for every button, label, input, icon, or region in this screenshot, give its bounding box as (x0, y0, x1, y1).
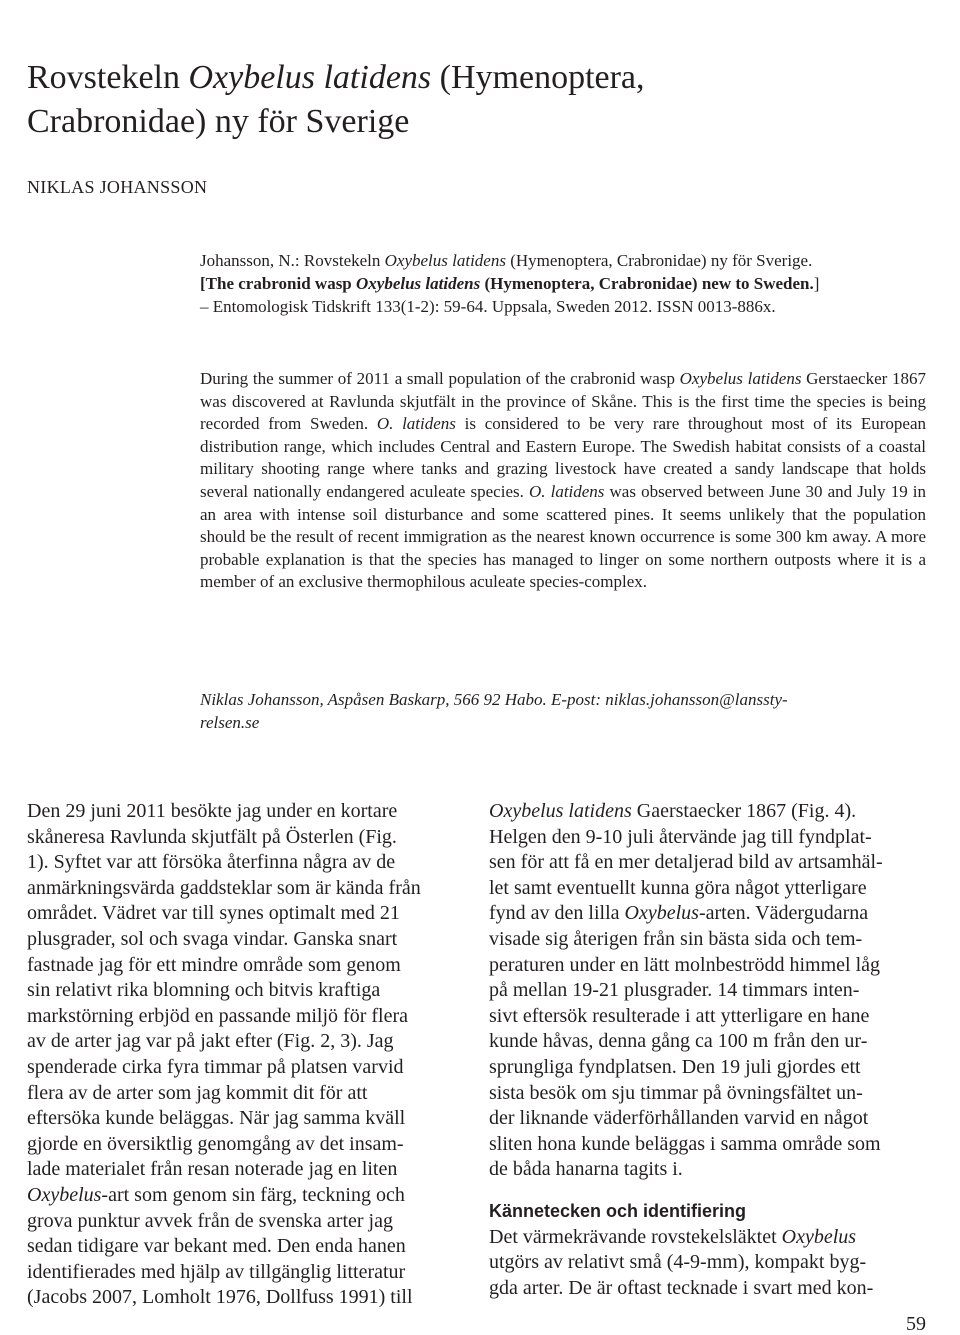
left-line: (Jacobs 2007, Lomholt 1976, Dollfuss 1991) till (27, 1286, 413, 1309)
right-line: på mellan 19-21 plusgrader. 14 timmars inten- (489, 979, 860, 1002)
abstract-s4: was observed between June 30 and July 19 in an area with intense soil disturbance and some scattered pines. It seems unlikely that the population should be the result of recent immigration as the nearest known occurrence is some 300 km away. A more probable explanation is that the species has managed to linger on some northern outposts where it is a member of an exclusive thermophilous aculeate species-complex. (200, 481, 927, 592)
right-line: sista besök om sju timmar på övningsfältet un- (489, 1081, 863, 1104)
right-line5-a: fynd av den lilla (489, 902, 625, 925)
citation-l2-b: (Hymenoptera, Crabronidae) new to Sweden. (480, 274, 814, 293)
right-line: let samt eventuellt kunna göra något ytterligare (489, 876, 867, 899)
citation-l2-species: Oxybelus latidens (356, 274, 481, 293)
citation (200, 249, 940, 318)
left-line: fastnade jag för ett mindre område som genom (27, 953, 401, 976)
left-line: plusgrader, sol och svaga vindar. Ganska snart (27, 927, 398, 950)
left-line: identifierades med hjälp av tillgänglig litteratur (27, 1260, 406, 1283)
citation-l2-a: [The crabronid wasp (200, 274, 357, 293)
right-line: peraturen under en lätt molnbeströdd himmel låg (489, 953, 880, 976)
left-species-rest: -art som genom sin färg, teckning och (101, 1183, 405, 1206)
right-after-heading-a: Det värmekrävande rovstekelsläktet (489, 1225, 782, 1248)
citation-l2-c: ] (813, 274, 820, 293)
left-line: sin relativt rika blomning och bitvis kraftiga (27, 979, 381, 1002)
right-line: sprungliga fyndplatsen. Den 19 juli gjordes ett (489, 1055, 861, 1078)
right-line: de båda hanarna tagits i. (489, 1158, 683, 1181)
left-line: grova punktur avvek från de svenska arter jag (27, 1209, 393, 1232)
title-part2: (Hymenoptera, (431, 59, 645, 96)
left-line: området. Vädret var till synes optimalt med 21 (27, 902, 400, 925)
address-line2: relsen.se (200, 713, 260, 732)
section-heading: Kännetecken och identifiering (489, 1200, 747, 1221)
right-line: gda arter. De är oftast tecknade i svart med kon- (489, 1276, 874, 1299)
right-line: Helgen den 9-10 juli återvände jag till fyndplat- (489, 825, 872, 848)
right-first-rest: Gaerstaecker 1867 (Fig. 4). (631, 800, 857, 822)
right-line5-species: Oxybelus (624, 902, 699, 925)
left-line-species (27, 1183, 463, 1209)
abstract-i2: O. latidens (376, 414, 456, 434)
right-line: kunde håvas, denna gång ca 100 m från den ur- (489, 1030, 868, 1053)
right-line5-b: -arten. Vädergudarna (698, 902, 869, 925)
right-line-after-heading (489, 1225, 925, 1251)
left-line: spenderade cirka fyra timmar på platsen varvid (27, 1055, 404, 1078)
left-line: Den 29 juni 2011 besökte jag under en kortare (27, 800, 398, 822)
left-line: skåneresa Ravlunda skjutfält på Österlen (Fig. (27, 825, 397, 848)
article-title (27, 56, 747, 144)
left-line: markstörning erbjöd en passande miljö för flera (27, 1004, 408, 1027)
left-line: flera av de arter som jag kommit dit för att (27, 1081, 368, 1104)
left-line: av de arter jag var på jakt efter (Fig. 2, 3). Jag (27, 1030, 394, 1053)
right-column (489, 799, 925, 1301)
left-species: Oxybelus (27, 1183, 102, 1206)
title-species: Oxybelus latidens (188, 59, 432, 96)
citation-l1-b: (Hymenoptera, Crabronidae) ny för Sverige. (505, 251, 813, 270)
right-line: visade sig återigen från sin bästa sida och tem- (489, 927, 863, 950)
left-line: anmärkningsvärda gaddsteklar som är kända från (27, 876, 421, 899)
citation-l1-species: Oxybelus latidens (384, 251, 506, 270)
abstract (200, 368, 926, 594)
right-line: sliten hona kunde beläggas i samma område som (489, 1132, 881, 1155)
address-line1: Niklas Johansson, Aspåsen Baskarp, 566 92 Habo. E-post: niklas.johansson@lanssty- (200, 690, 788, 709)
title-part1: Rovstekeln (27, 59, 189, 96)
right-line-species (489, 901, 925, 927)
right-line: utgörs av relativt små (4-9-mm), kompakt byg- (489, 1251, 867, 1274)
left-line: lade materialet från resan noterade jag en liten (27, 1158, 398, 1181)
abstract-s2: Gerstaecker 1867 was discovered at Ravlunda skjutfält in the province of Skåne. This is the first time the species is being recorded from Sweden. (200, 369, 926, 434)
title-line2: Crabronidae) ny för Sverige (27, 103, 410, 140)
right-line-first (489, 799, 925, 825)
citation-l3: – Entomologisk Tidskrift 133(1-2): 59-64. Uppsala, Sweden 2012. ISSN 0013-886x. (200, 297, 776, 316)
author-address (200, 688, 930, 734)
right-species: Oxybelus latidens (489, 800, 632, 822)
citation-l1-a: Johansson, N.: Rovstekeln (200, 251, 385, 270)
abstract-i3: O. latidens (528, 481, 605, 501)
right-line: sivt eftersök resulterade i att ytterligare en hane (489, 1004, 870, 1027)
page-number: 59 (906, 1313, 926, 1335)
abstract-i1: Oxybelus latidens (679, 369, 802, 388)
right-line: der liknande väderförhållanden varvid en något (489, 1107, 869, 1130)
left-column (27, 799, 463, 1311)
left-line: eftersöka kunde beläggas. När jag samma kväll (27, 1107, 406, 1130)
abstract-s3: is considered to be very rare throughout most of its European distribution range, which includes Central and Eastern Europe. The Swedish habitat consists of a coastal military shooting range where tanks and grazing livestock have created a sandy landscape that holds several nationally endangered aculeate species. (200, 414, 926, 501)
left-line: sedan tidigare var bekant med. Den enda hanen (27, 1235, 406, 1258)
right-line: sen för att få en mer detaljerad bild av artsamhäl- (489, 851, 883, 874)
author-name: NIKLAS JOHANSSON (27, 177, 208, 197)
abstract-s1: During the summer of 2011 a small population of the crabronid wasp (200, 369, 680, 388)
left-line: 1). Syftet var att försöka återfinna några av de (27, 851, 396, 874)
right-after-heading-species: Oxybelus (781, 1225, 857, 1248)
left-line: gjorde en översiktlig genomgång av det insam- (27, 1132, 404, 1155)
